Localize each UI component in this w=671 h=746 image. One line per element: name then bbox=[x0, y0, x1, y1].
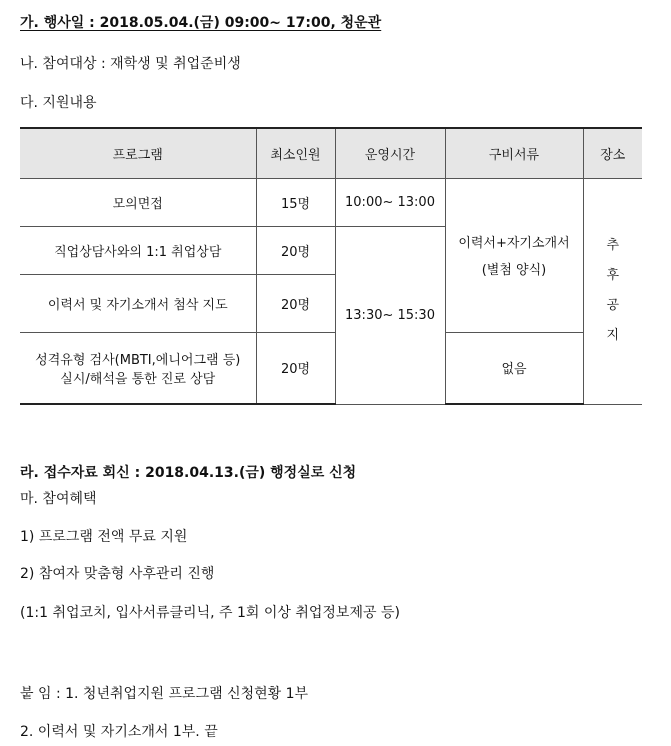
participants-line: 나. 참여대상 : 재학생 및 취업준비생 bbox=[20, 56, 241, 72]
header-program: 프로그램 bbox=[20, 128, 256, 178]
program-cell: 이력서 및 자기소개서 첨삭 지도 bbox=[20, 274, 256, 332]
program-cell bbox=[20, 332, 256, 404]
min-people-cell: 15명 bbox=[256, 178, 335, 226]
header-documents: 구비서류 bbox=[445, 128, 583, 178]
submission-line: 라. 접수자료 회신 : 2018.04.13.(금) 행정실로 신청 bbox=[20, 465, 357, 481]
min-people-cell: 20명 bbox=[256, 226, 335, 274]
documents-cell bbox=[445, 178, 583, 332]
place-char: 추 bbox=[606, 238, 620, 253]
header-time: 운영시간 bbox=[335, 128, 445, 178]
min-people-cell: 20명 bbox=[256, 332, 335, 404]
place-char: 후 bbox=[606, 268, 620, 283]
attachment-line: 붙 임 : 1. 청년취업지원 프로그램 신청현황 1부 bbox=[20, 686, 309, 702]
program-line: 실시/해석을 통한 진로 상담 bbox=[60, 371, 216, 387]
support-content-heading: 다. 지원내용 bbox=[20, 95, 97, 111]
documents-line: (별첨 양식) bbox=[481, 263, 547, 278]
attachment-line: 2. 이력서 및 자기소개서 1부. 끝 bbox=[20, 724, 218, 740]
benefit-item: 1) 프로그램 전액 무료 지원 bbox=[20, 529, 188, 545]
documents-line: 이력서+자기소개서 bbox=[458, 236, 570, 251]
table-row bbox=[20, 178, 642, 226]
place-cell bbox=[583, 178, 642, 404]
table-header-row bbox=[20, 128, 642, 178]
documents-cell: 없음 bbox=[445, 332, 583, 404]
time-cell: 13:30~ 15:30 bbox=[335, 226, 445, 404]
benefit-note: (1:1 취업코치, 입사서류클리닉, 주 1회 이상 취업정보제공 등) bbox=[20, 605, 400, 621]
header-place: 장소 bbox=[583, 128, 642, 178]
program-cell: 모의면접 bbox=[20, 178, 256, 226]
place-char: 지 bbox=[606, 328, 620, 343]
benefits-heading: 마. 참여혜택 bbox=[20, 491, 97, 507]
place-char: 공 bbox=[606, 298, 620, 313]
program-line: 성격유형 검사(MBTI,에니어그램 등) bbox=[35, 352, 241, 368]
header-min-people: 최소인원 bbox=[256, 128, 335, 178]
event-date-line: 가. 행사일 : 2018.05.04.(금) 09:00~ 17:00, 청운관 bbox=[20, 15, 382, 31]
table-row bbox=[20, 332, 642, 404]
time-cell: 10:00~ 13:00 bbox=[335, 178, 445, 226]
min-people-cell: 20명 bbox=[256, 274, 335, 332]
program-cell: 직업상담사와의 1:1 취업상담 bbox=[20, 226, 256, 274]
benefit-item: 2) 참여자 맞춤형 사후관리 진행 bbox=[20, 566, 215, 582]
program-table bbox=[20, 127, 642, 405]
